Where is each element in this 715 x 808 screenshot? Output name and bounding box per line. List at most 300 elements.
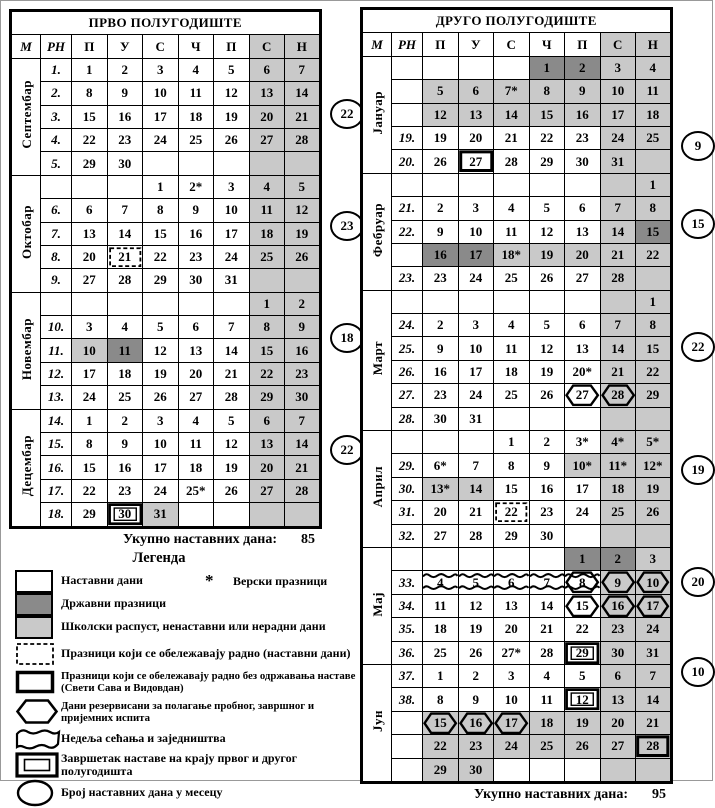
day-cell — [636, 524, 672, 547]
day-cell — [636, 126, 672, 149]
day-cell — [636, 56, 672, 79]
month-label-november — [11, 292, 41, 409]
day-cell — [494, 103, 530, 126]
day-number: 21 — [504, 130, 518, 146]
day-cell — [72, 479, 108, 502]
day-cell — [636, 454, 672, 477]
day-cell — [600, 758, 636, 782]
day-number: 29 — [540, 153, 554, 169]
day-number: 15 — [153, 225, 167, 241]
column-header: М — [11, 35, 41, 58]
day-cell — [214, 362, 250, 385]
day-number: 21 — [118, 249, 132, 265]
day-number: 15 — [575, 597, 589, 613]
week-ordinal-cell: 23. — [392, 267, 423, 290]
day-cell — [249, 58, 285, 81]
day-cell — [423, 173, 459, 196]
day-number: 24 — [575, 504, 589, 520]
day-number: 10 — [82, 342, 96, 358]
column-header: Ч — [529, 33, 565, 56]
day-cell — [214, 175, 250, 198]
day-cell — [636, 80, 672, 103]
week-ordinal-cell — [392, 80, 423, 103]
day-number: 27 — [433, 527, 447, 543]
day-number: 23 — [433, 387, 447, 403]
day-cell — [565, 197, 601, 220]
day-cell — [565, 150, 601, 173]
day-number: 23 — [118, 483, 132, 498]
day-cell — [285, 316, 321, 339]
day-number: 9 — [543, 457, 550, 473]
day-cell — [494, 547, 530, 570]
day-number: 12 — [153, 342, 167, 358]
month-name: Јануар — [369, 90, 385, 135]
day-cell — [565, 173, 601, 196]
day-cell — [600, 103, 636, 126]
day-number: 3 — [157, 412, 164, 428]
day-number: 13 — [82, 225, 96, 241]
day-number: 17 — [224, 225, 238, 241]
day-number: 9 — [121, 85, 128, 101]
day-cell — [143, 269, 179, 292]
day-number: 3 — [86, 319, 93, 335]
day-number: 17 — [611, 106, 625, 122]
day-number: 21 — [469, 504, 483, 520]
day-cell — [600, 290, 636, 313]
week-ordinal-cell: 13. — [41, 386, 72, 409]
day-number: 5 — [543, 200, 550, 216]
day-number: 3 — [472, 317, 479, 333]
day-number: 11 — [505, 223, 518, 239]
day-number: 6 — [263, 412, 270, 428]
day-cell — [285, 58, 321, 81]
day-number: 3 — [157, 61, 164, 77]
day-cell — [458, 384, 494, 407]
day-cell — [423, 594, 459, 617]
day-number: 20 — [260, 459, 274, 475]
week-ordinal-cell: 28. — [392, 407, 423, 430]
day-number: 11 — [540, 691, 553, 707]
day-cell — [107, 409, 143, 432]
day-number: 2 — [298, 295, 305, 311]
day-cell — [72, 82, 108, 105]
day-cell — [494, 618, 530, 641]
day-cell — [72, 386, 108, 409]
day-number: 2 — [472, 668, 479, 684]
day-cell — [285, 433, 321, 456]
day-number: 27 — [260, 132, 274, 148]
day-number: 27 — [82, 272, 96, 288]
day-cell — [494, 711, 530, 734]
day-number: 6 — [263, 61, 270, 77]
day-cell — [72, 409, 108, 432]
day-number: 17 — [153, 108, 167, 124]
day-number: 29 — [646, 387, 660, 403]
day-number: 9 — [121, 436, 128, 452]
day-cell — [143, 479, 179, 502]
day-number: 5 — [157, 319, 164, 335]
column-header: С — [494, 33, 530, 56]
day-cell — [494, 688, 530, 711]
day-cell — [285, 339, 321, 362]
day-cell — [143, 82, 179, 105]
day-number: 29 — [575, 644, 589, 660]
week-ordinal-cell: 38. — [392, 688, 423, 711]
day-cell — [249, 269, 285, 292]
day-cell — [214, 269, 250, 292]
month-label-june — [362, 664, 392, 782]
day-number: 24 — [153, 483, 167, 498]
legend-item-dark-box — [9, 593, 357, 616]
day-number: 12 — [433, 106, 447, 122]
day-cell — [636, 360, 672, 383]
day-cell — [600, 524, 636, 547]
week-ordinal-cell — [392, 735, 423, 758]
day-cell — [285, 479, 321, 502]
week-ordinal-cell: 17. — [41, 479, 72, 502]
day-cell — [107, 292, 143, 315]
day-cell — [565, 243, 601, 266]
day-cell — [529, 735, 565, 758]
first-semester-calendar — [9, 9, 359, 529]
day-number: 25 — [189, 132, 203, 148]
day-cell — [636, 618, 672, 641]
day-cell — [636, 594, 672, 617]
day-cell — [636, 758, 672, 782]
day-cell — [565, 571, 601, 594]
day-cell — [494, 454, 530, 477]
day-cell — [107, 433, 143, 456]
month-label-october — [11, 175, 41, 292]
day-number: 7 — [298, 412, 305, 428]
day-cell — [458, 103, 494, 126]
column-header: Н — [636, 33, 672, 56]
day-number: 30 — [118, 506, 132, 522]
day-number: 7 — [298, 61, 305, 77]
day-number: 29 — [433, 761, 447, 777]
day-number: 1 — [649, 176, 656, 192]
day-cell — [636, 477, 672, 500]
day-number: 3 — [228, 178, 235, 194]
day-number: 7 — [121, 202, 128, 218]
day-number: 24 — [469, 270, 483, 286]
day-number: 22 — [82, 483, 96, 498]
day-cell — [72, 152, 108, 175]
day-cell — [458, 477, 494, 500]
day-number: 1 — [649, 293, 656, 309]
day-number: 14 — [611, 223, 625, 239]
day-cell — [458, 267, 494, 290]
day-cell — [529, 547, 565, 570]
legend-title: Легенда — [132, 549, 186, 566]
day-number: 24 — [82, 389, 96, 405]
day-number: 13 — [575, 223, 589, 239]
day-number: 24 — [611, 130, 625, 146]
day-number: 28 — [611, 387, 625, 403]
day-number: 27 — [260, 483, 274, 498]
month-label-march — [362, 290, 392, 430]
day-number: 23 — [540, 504, 554, 520]
day-number: 9 — [614, 574, 621, 590]
day-number: 4 — [192, 61, 199, 77]
day-number: 3 — [472, 200, 479, 216]
day-cell — [143, 339, 179, 362]
day-cell — [565, 220, 601, 243]
day-cell — [494, 431, 530, 454]
day-cell — [494, 664, 530, 687]
month-label-january — [362, 56, 392, 173]
legend-swatch — [9, 616, 61, 639]
day-cell — [72, 433, 108, 456]
day-cell — [565, 337, 601, 360]
total-days-label: Укупно наставних дана: — [123, 531, 277, 547]
legend-item-label: Недеља сећања и заједништва — [61, 731, 226, 746]
day-number: 5 — [228, 412, 235, 428]
day-cell — [214, 82, 250, 105]
day-number: 24 — [646, 621, 660, 637]
day-cell — [72, 269, 108, 292]
day-cell — [565, 501, 601, 524]
day-cell — [636, 267, 672, 290]
day-number: 26 — [224, 132, 238, 148]
day-number: 22 — [646, 364, 660, 380]
day-number: 8 — [579, 574, 586, 590]
day-cell — [458, 618, 494, 641]
day-cell — [600, 547, 636, 570]
day-cell — [423, 431, 459, 454]
day-number: 23 — [575, 130, 589, 146]
day-cell — [72, 199, 108, 222]
day-number: 15 — [646, 223, 660, 239]
day-cell — [285, 222, 321, 245]
week-ordinal-cell: 30. — [392, 477, 423, 500]
day-number: 30 — [189, 272, 203, 288]
semester-title: ПРВО ПОЛУГОДИШТЕ — [11, 11, 321, 35]
legend-swatch — [9, 593, 61, 616]
day-cell — [143, 245, 179, 268]
day-cell — [423, 501, 459, 524]
day-number: 3 — [649, 551, 656, 567]
total-days-label: Укупно наставних дана: — [474, 786, 628, 802]
day-cell — [529, 80, 565, 103]
day-number: 20 — [433, 504, 447, 520]
day-number: 23 — [118, 132, 132, 148]
day-cell — [494, 477, 530, 500]
day-number: 23 — [611, 621, 625, 637]
day-number: 31 — [224, 272, 238, 288]
legend-item-hexagon — [9, 697, 357, 727]
day-cell — [107, 339, 143, 362]
day-cell — [214, 222, 250, 245]
month-name: Мај — [369, 591, 385, 617]
day-number: 4 — [649, 59, 656, 75]
week-ordinal-cell: 9. — [41, 269, 72, 292]
week-ordinal-cell — [392, 103, 423, 126]
day-cell — [565, 758, 601, 782]
column-header: Ч — [178, 35, 214, 58]
day-cell — [423, 571, 459, 594]
day-number: 22 — [540, 130, 554, 146]
day-cell — [494, 337, 530, 360]
day-cell — [423, 477, 459, 500]
day-cell — [423, 664, 459, 687]
week-ordinal-cell: 34. — [392, 594, 423, 617]
day-number: 4 — [543, 668, 550, 684]
legend-item-thick-box — [9, 667, 357, 697]
day-cell — [600, 641, 636, 664]
day-number: 21 — [540, 621, 554, 637]
day-cell — [600, 267, 636, 290]
day-cell — [249, 456, 285, 479]
legend-item-label: Државни празници — [61, 596, 167, 611]
day-cell — [458, 501, 494, 524]
day-cell — [178, 409, 214, 432]
day-number: 6 — [192, 319, 199, 335]
day-cell — [143, 456, 179, 479]
day-number: 30 — [118, 155, 132, 171]
day-number: 3* — [575, 434, 589, 450]
day-number: 28 — [224, 389, 238, 405]
asterisk-icon: * — [205, 570, 214, 590]
day-cell — [600, 80, 636, 103]
day-number: 7 — [228, 319, 235, 335]
day-number: 11 — [505, 340, 518, 356]
day-cell — [494, 407, 530, 430]
day-number: 8 — [508, 457, 515, 473]
week-ordinal-cell — [392, 431, 423, 454]
religious-holidays-label: Верски празници — [233, 573, 328, 588]
day-cell — [285, 82, 321, 105]
day-cell — [458, 126, 494, 149]
day-cell — [458, 197, 494, 220]
day-number: 10 — [153, 436, 167, 452]
day-cell — [249, 362, 285, 385]
day-cell — [494, 758, 530, 782]
day-cell — [529, 454, 565, 477]
day-cell — [529, 103, 565, 126]
day-cell — [494, 360, 530, 383]
day-cell — [249, 503, 285, 527]
day-number: 20 — [82, 249, 96, 265]
column-header: П — [565, 33, 601, 56]
day-number: 15 — [504, 481, 518, 496]
day-cell — [494, 220, 530, 243]
day-cell — [423, 735, 459, 758]
day-number: 16 — [433, 364, 447, 380]
day-number: 20 — [575, 247, 589, 263]
day-cell — [458, 56, 494, 79]
legend-item-label: Завршетак наставе на крају првог и другог полугодишта — [61, 750, 298, 779]
day-number: 13 — [575, 340, 589, 356]
month-label-april — [362, 431, 392, 548]
day-cell — [249, 409, 285, 432]
day-cell — [600, 173, 636, 196]
day-number: 9 — [437, 340, 444, 356]
column-header: С — [143, 35, 179, 58]
day-number: 12 — [295, 202, 309, 218]
day-number: 16 — [295, 342, 309, 358]
day-cell — [494, 314, 530, 337]
day-number: 22 — [433, 738, 447, 754]
column-header: С — [600, 33, 636, 56]
day-number: 13* — [430, 481, 450, 496]
month-name: Април — [369, 466, 385, 508]
day-number: 25 — [118, 389, 132, 405]
day-cell — [214, 433, 250, 456]
week-ordinal-cell: 14. — [41, 409, 72, 432]
day-cell — [107, 316, 143, 339]
day-cell — [565, 80, 601, 103]
day-number: 16 — [575, 106, 589, 122]
day-cell — [600, 454, 636, 477]
day-number: 28 — [646, 738, 660, 754]
day-number: 11 — [260, 202, 273, 218]
week-ordinal-cell: 2. — [41, 82, 72, 105]
day-number: 16 — [118, 108, 132, 124]
day-cell — [529, 618, 565, 641]
week-ordinal-cell: 33. — [392, 571, 423, 594]
day-cell — [494, 126, 530, 149]
day-number: 25 — [611, 504, 625, 520]
week-ordinal-cell: 11. — [41, 339, 72, 362]
week-ordinal-cell — [392, 758, 423, 782]
day-number: 27* — [501, 644, 521, 660]
week-ordinal-cell: 16. — [41, 456, 72, 479]
day-number: 10 — [469, 223, 483, 239]
day-cell — [249, 292, 285, 315]
day-cell — [107, 503, 143, 527]
day-number: 22 — [504, 504, 518, 520]
day-cell — [285, 456, 321, 479]
week-ordinal-cell: 3. — [41, 105, 72, 128]
month-label-september — [11, 58, 41, 175]
day-number: 26 — [295, 249, 309, 265]
day-cell — [107, 105, 143, 128]
day-cell — [636, 664, 672, 687]
day-cell — [636, 735, 672, 758]
day-cell — [178, 269, 214, 292]
day-cell — [600, 431, 636, 454]
day-number: 5 — [579, 668, 586, 684]
day-cell — [529, 220, 565, 243]
day-cell — [178, 456, 214, 479]
day-cell — [214, 128, 250, 151]
day-number: 7 — [472, 457, 479, 473]
day-cell — [529, 56, 565, 79]
day-cell — [285, 245, 321, 268]
day-cell — [285, 152, 321, 175]
day-cell — [565, 407, 601, 430]
day-number: 26 — [575, 738, 589, 754]
day-number: 16 — [540, 481, 554, 496]
week-ordinal-cell: 35. — [392, 618, 423, 641]
day-number: 28 — [469, 527, 483, 543]
day-cell — [565, 360, 601, 383]
day-cell — [107, 82, 143, 105]
day-number: 3 — [508, 668, 515, 684]
day-number: 17 — [153, 459, 167, 475]
day-cell — [458, 688, 494, 711]
week-ordinal-cell — [41, 292, 72, 315]
day-number: 28 — [504, 153, 518, 169]
day-cell — [458, 524, 494, 547]
week-ordinal-cell: 22. — [392, 220, 423, 243]
monthly-days-badge-february: 15 — [681, 209, 715, 239]
day-cell — [529, 360, 565, 383]
day-number: 13 — [469, 106, 483, 122]
day-number: 28 — [295, 483, 309, 498]
day-number: 14 — [540, 597, 554, 613]
